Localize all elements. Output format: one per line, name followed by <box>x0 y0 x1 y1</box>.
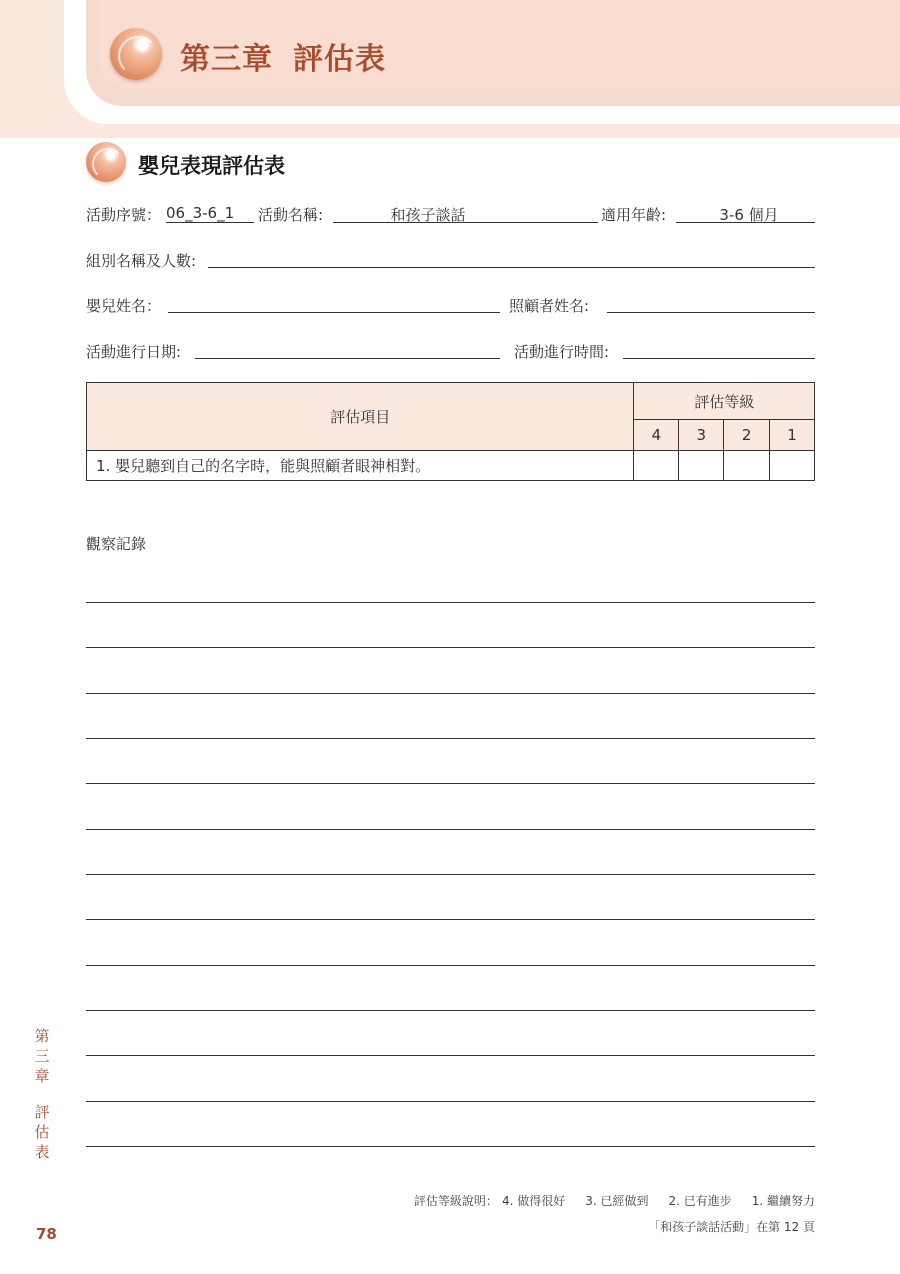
side-char: 表 <box>34 1143 50 1161</box>
legend-item: 3. 已經做到 <box>585 1194 649 1208</box>
observation-line[interactable] <box>86 738 815 739</box>
group-label: 組別名稱及人數: <box>86 252 197 270</box>
grade-2-header: 2 <box>724 420 770 451</box>
section-title: 嬰兒表現評估表 <box>138 154 285 178</box>
activity-no-value: 06_3-6_1 <box>166 204 235 222</box>
chapter-number: 第三章 <box>180 42 273 77</box>
side-char: 第 <box>34 1027 50 1045</box>
date-label: 活動進行日期: <box>86 343 182 361</box>
legend-item: 2. 已有進步 <box>668 1194 732 1208</box>
side-char: 估 <box>34 1123 50 1141</box>
grade-4-header: 4 <box>634 420 679 451</box>
grade-3-header: 3 <box>679 420 724 451</box>
observation-line[interactable] <box>86 647 815 648</box>
legend-item: 4. 做得很好 <box>501 1194 566 1208</box>
grade-3-cell[interactable] <box>679 451 724 481</box>
observation-line[interactable] <box>86 1101 815 1102</box>
activity-reference: 「和孩子談話活動」在第 12 頁 <box>648 1220 815 1234</box>
observation-line[interactable] <box>86 1146 815 1147</box>
grade-1-header: 1 <box>770 420 815 451</box>
chapter-title <box>180 34 386 78</box>
observation-line[interactable] <box>86 602 815 603</box>
grade-4-cell[interactable] <box>634 451 679 481</box>
observation-line[interactable] <box>86 829 815 830</box>
grade-1-cell[interactable] <box>770 451 815 481</box>
grade-2-cell[interactable] <box>724 451 770 481</box>
infant-name-label: 嬰兒姓名： <box>86 297 162 315</box>
activity-no-line <box>166 222 254 223</box>
side-char: 三 <box>34 1047 50 1065</box>
grade-legend <box>414 1192 815 1209</box>
table-row-item: 1. 嬰兒聽到自己的名字時，能與照顧者眼神相對。 <box>87 451 634 481</box>
item-header: 評估項目 <box>87 383 634 451</box>
side-char: 評 <box>34 1103 50 1121</box>
side-char: 章 <box>34 1067 50 1085</box>
carer-name-line <box>607 312 815 313</box>
section-ball-icon <box>86 142 126 182</box>
legend-label: 評估等級說明： <box>413 1194 498 1208</box>
chapter-ball-icon <box>110 28 162 80</box>
observation-line[interactable] <box>86 783 815 784</box>
time-line <box>623 358 815 359</box>
group-line <box>208 267 815 268</box>
page-number: 78 <box>36 1225 57 1243</box>
side-chapter-label <box>32 1026 52 1162</box>
table-row <box>87 451 815 481</box>
activity-no-label: 活動序號： <box>86 206 162 224</box>
age-label: 適用年齡: <box>601 206 667 224</box>
observation-line[interactable] <box>86 874 815 875</box>
time-label: 活動進行時間: <box>514 343 610 361</box>
chapter-name: 評估表 <box>293 42 386 77</box>
infant-name-line <box>168 312 500 313</box>
observation-label: 觀察記錄 <box>86 535 147 553</box>
grade-header: 評估等級 <box>634 383 815 420</box>
legend-item: 1. 繼續努力 <box>751 1194 815 1208</box>
observation-line[interactable] <box>86 965 815 966</box>
evaluation-table <box>86 382 815 481</box>
observation-line[interactable] <box>86 693 815 694</box>
observation-line[interactable] <box>86 1010 815 1011</box>
age-value: 3-6 個月 <box>719 206 779 224</box>
observation-line[interactable] <box>86 1055 815 1056</box>
carer-name-label: 照顧者姓名: <box>509 297 590 315</box>
activity-name-value: 和孩子談話 <box>390 206 466 224</box>
observation-line[interactable] <box>86 919 815 920</box>
date-line <box>195 358 500 359</box>
activity-name-label: 活動名稱: <box>258 206 324 224</box>
